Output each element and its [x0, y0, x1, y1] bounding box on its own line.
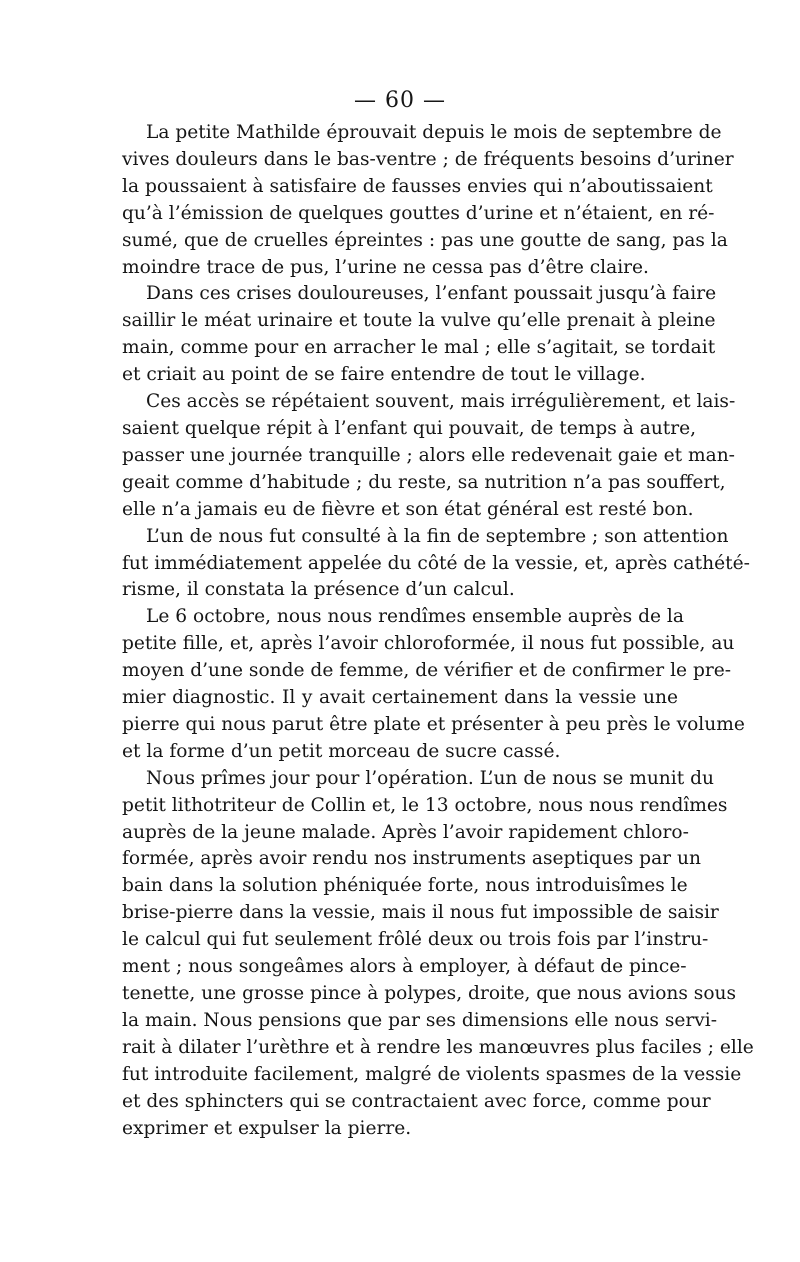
paragraph — [122, 604, 745, 765]
text-line: ment ; nous songeâmes alors à employer, à défaut de pince- — [122, 956, 687, 978]
text-line: formée, après avoir rendu nos instruments aseptiques par un — [122, 848, 701, 870]
text-line: et la forme d’un petit morceau de sucre cassé. — [122, 740, 561, 762]
text-line: passer une journée tranquille ; alors elle redevenait gaie et man- — [122, 444, 735, 466]
text-line: mier diagnostic. Il y avait certainement dans la vessie une — [122, 687, 678, 709]
text-line: qu’à l’émission de quelques gouttes d’urine et n’étaient, en ré- — [122, 202, 715, 224]
text-line: la main. Nous pensions que par ses dimensions elle nous servi- — [122, 1009, 718, 1031]
text-line: pierre qui nous parut être plate et présenter à peu près le volume — [122, 713, 745, 735]
text-line: saillir le méat urinaire et toute la vulve qu’elle prenait à pleine — [122, 310, 716, 332]
text-line: geait comme d’habitude ; du reste, sa nutrition n’a pas souffert, — [122, 471, 726, 493]
paragraph — [122, 766, 754, 1143]
text-line: Dans ces crises douloureuses, l’enfant poussait jusqu’à faire — [146, 283, 717, 305]
text-line: et des sphincters qui se contractaient avec force, comme pour — [122, 1090, 711, 1112]
text-line: sumé, que de cruelles épreintes : pas une goutte de sang, pas la — [122, 229, 728, 251]
text-line: le calcul qui fut seulement frôlé deux ou trois fois par l’instru- — [122, 929, 709, 951]
text-line: La petite Mathilde éprouvait depuis le mois de septembre de — [146, 122, 722, 143]
text-line: L’un de nous fut consulté à la fin de septembre ; son attention — [146, 525, 729, 547]
paragraph — [122, 120, 734, 281]
text-line: fut immédiatement appelée du côté de la vessie, et, après cathété- — [122, 552, 750, 574]
text-line: la poussaient à satisfaire de fausses envies qui n’aboutissaient — [122, 175, 713, 197]
text-line: vives douleurs dans le bas-ventre ; de fréquents besoins d’uriner — [122, 148, 734, 170]
text-line: main, comme pour en arracher le mal ; elle s’agitait, se tordait — [122, 337, 716, 359]
paragraph — [122, 389, 736, 524]
text-line: saient quelque répit à l’enfant qui pouvait, de temps à autre, — [122, 417, 697, 439]
text-line: risme, il constata la présence d’un calcul. — [122, 579, 515, 601]
text-line: auprès de la jeune malade. Après l’avoir rapidement chloro- — [122, 821, 689, 843]
page-number: — 60 — — [354, 88, 446, 113]
text-line: Le 6 octobre, nous nous rendîmes ensemble auprès de la — [146, 606, 684, 628]
text-line: moyen d’une sonde de femme, de vérifier et de confirmer le pre- — [122, 660, 732, 682]
text-line: Nous prîmes jour pour l’opération. L’un de nous se munit du — [146, 767, 714, 789]
text-line: fut introduite facilement, malgré de violents spasmes de la vessie — [122, 1063, 742, 1085]
body-text — [122, 120, 754, 1142]
text-line: moindre trace de pus, l’urine ne cessa pas d’être claire. — [122, 256, 649, 278]
text-line: petit lithotriteur de Collin et, le 13 octobre, nous nous rendîmes — [122, 794, 728, 816]
paragraph — [122, 524, 750, 605]
text-line: exprimer et expulser la pierre. — [122, 1117, 412, 1139]
text-line: bain dans la solution phéniquée forte, nous introduisîmes le — [122, 875, 688, 897]
text-line: tenette, une grosse pince à polypes, droite, que nous avions sous — [122, 983, 737, 1004]
text-line: elle n’a jamais eu de fièvre et son état général est resté bon. — [122, 498, 694, 520]
text-line: et criait au point de se faire entendre de tout le village. — [122, 364, 646, 386]
text-line: Ces accès se répétaient souvent, mais irrégulièrement, et lais- — [146, 391, 736, 413]
text-line: rait à dilater l’urèthre et à rendre les manœuvres plus faciles ; elle — [122, 1036, 754, 1058]
paragraph — [122, 281, 717, 389]
text-line: brise-pierre dans la vessie, mais il nous fut impossible de saisir — [122, 902, 719, 924]
text-line: petite fille, et, après l’avoir chloroformée, il nous fut possible, au — [122, 633, 735, 655]
